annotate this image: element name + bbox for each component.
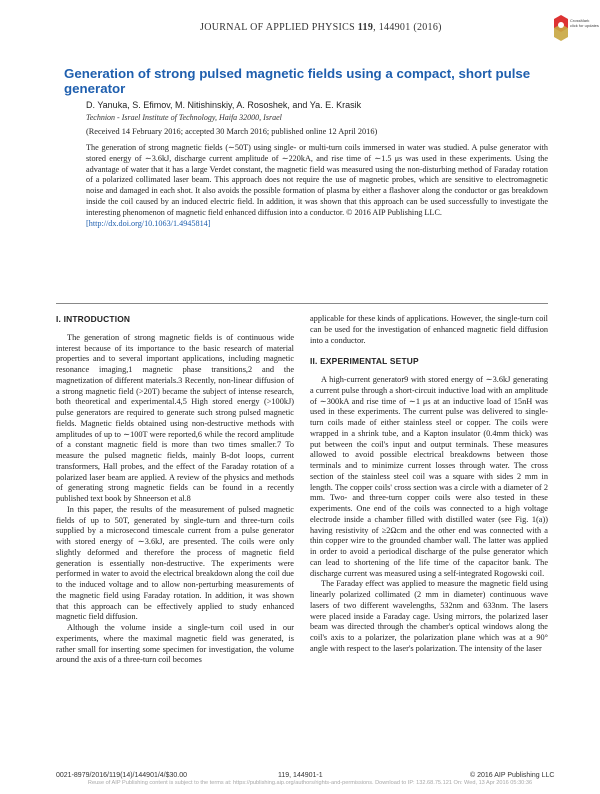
paragraph: The generation of strong magnetic fields is of continuous wide interest because of its importance to the basic research of material properties and to several important applications, including magnetic resonance imaging,1 magnetic phase transitions,2 and the magnetization of different materials.3 Recently, non-linear diffusion of a strong magnetic field (>20T) became the subject of intense research, both theoretical and experimental.4,5 High stored energy (>100kJ) pulse generators are required to generate such strong pulsed magnetic fields. Magnetic fields obtained using non-destructive methods with amplitudes of up to ∼100T were reported,6 while the record amplitude of a constant magnetic field is more than two times smaller.7 To measure the pulsed magnetic fields, mainly B-dot loops, current transformers, Hall probes, and the effect of the Faraday rotation of a polarized laser beam are applied. A review of the physics and methods of generating strong magnetic fields can be found in a recently published text book by Shneerson et al.8 xyxy=(56,332,294,503)
paragraph: Although the volume inside a single-turn coil used in our experiments, where the maximal magnetic field was generated, is rather small for inserting some specimen for investigation, the volume around the axis of a three-turn coil becomes xyxy=(56,623,294,665)
paragraph: The Faraday effect was applied to measure the magnetic field using linearly polarized collimated (2 mm in diameter) continuous wave lasers of two different wavelengths, 532nm and 633nm. The lasers were placed inside a Faraday cage. Using mirrors, the polarized laser beam was directed through the chamber's optical windows along the coil's axis to a polarizer, the polarization plane which was at a 90° angle with respect to the laser's polarization. The intensity of the laser xyxy=(310,579,548,653)
affiliation: Technion - Israel Institute of Technology, Haifa 32000, Israel xyxy=(86,113,282,122)
doi-link[interactable]: [http://dx.doi.org/10.1063/1.4945814] xyxy=(86,218,211,228)
column-left xyxy=(56,314,294,666)
crossmark-icon xyxy=(552,14,570,42)
received-dates: (Received 14 February 2016; accepted 30 March 2016; published online 12 April 2016) xyxy=(86,127,378,136)
section-heading-experimental-setup: II. EXPERIMENTAL SETUP xyxy=(310,356,419,367)
journal-citation: , 144901 (2016) xyxy=(373,22,442,33)
footer-copyright: © 2016 AIP Publishing LLC xyxy=(470,772,555,779)
section-heading-introduction: I. INTRODUCTION xyxy=(56,314,131,324)
reuse-watermark: Reuse of AIP Publishing content is subject to the terms at: https://publishing.aip.org/authors/rights-and-permissions. Download to IP: 132.68.75.121 On: Wed, 13 Apr 2016 05:30:36 xyxy=(87,780,533,786)
paragraph: In this paper, the results of the measurement of pulsed magnetic fields of up to 50T, generated by single-turn and three-turn coils supplied by a microsecond timescale current from a pulse generator with stored energy of ∼3.6kJ, are presented. The coils were only slightly deformed and therefore the process of magnetic field generation is essentially non-destructive. The experiments were performed in water to avoid the electrical breakdown along the coil due to the induced voltage and to allow non-perturbing measurements of the magnetic field using Faraday rotation. In addition, it was shown that this approach can be effectively applied to study enhanced magnetic field diffusion. xyxy=(56,504,294,622)
abstract xyxy=(86,143,548,229)
footer-issn: 0021-8979/2016/119(14)/144901/4/$30.00 xyxy=(56,772,188,779)
paper-title: Generation of strong pulsed magnetic fields using a compact, short pulse generator xyxy=(64,66,531,96)
crossmark-label: CrossMark click for updates xyxy=(570,18,599,28)
divider xyxy=(56,303,548,304)
authors: D. Yanuka, S. Efimov, M. Nitishinskiy, A. Rososhek, and Ya. E. Krasik xyxy=(86,100,362,110)
crossmark-logo[interactable] xyxy=(552,14,599,46)
journal-header xyxy=(200,22,442,33)
journal-volume: 119 xyxy=(357,22,374,33)
paragraph: A high-current generator9 with stored energy of ∼3.6kJ generating a current pulse through a short-circuit inductive load with an amplitude of ∼300kA and rise time of ∼1 μs at an inductive load of 15nH was used in these experiments. The current pulse was delivered to single-turn coils made of either stainless steel or copper. The coils were wrapped in a shrink tube, and a Kapton insulator (0.4mm thick) was put between the coil's input and output terminals. These measures allowed to avoid possible electrical breakdowns between those terminals and to minimize current losses through water. The cross section of the stainless steel coil was a square with sides 2 mm in length. The copper coils' cross section was a circle with a diameter of 2 mm. Two- and three-turn copper coils were also tested in these experiments. One end of the coils was connected to a high voltage electrode inside a chamber filled with distilled water (see Fig. 1(a)) having resistivity of ≥2Ωcm and the other end was connected with a thin copper wire to the grounded chamber wall. The latter was applied in order to avoid a periodical discharge of the pulse generator which can lead to shortening of the life time of the capacitor bank. The discharge current was measured using a self-integrated Rogowski coil. xyxy=(310,375,548,578)
journal-name: JOURNAL OF APPLIED PHYSICS xyxy=(200,22,358,33)
footer-page: 119, 144901-1 xyxy=(278,772,323,779)
abstract-text: The generation of strong magnetic fields (∼50T) using single- or multi-turn coils immersed in water was studied. A pulse generator with stored energy of ∼3.6kJ, discharge current amplitude of ∼220kA, and rise time of ∼1.5 μs was used in these experiments. Using the advantage of water that it has a large Verdet constant, the magnetic field was measured using the non-disturbing method of Faraday rotation of a polarized collimated laser beam. This approach does not require the use of magnetic probes, which are sensitive to electromagnetic noise and damaged in each shot. It also avoids the possible formation of plasma by either a flashover along the conductor or gas breakdown inside the coil caused by an induced electric field. In addition, it was shown that this approach can be used successfully to investigate the interesting phenomenon of magnetic field enhanced diffusion into a conductor. © 2016 AIP Publishing LLC. xyxy=(86,143,548,217)
column-right xyxy=(310,314,548,655)
paragraph: applicable for these kinds of applications. However, the single-turn coil can be used for the investigation of enhanced magnetic field diffusion into a conductor. xyxy=(310,314,548,345)
